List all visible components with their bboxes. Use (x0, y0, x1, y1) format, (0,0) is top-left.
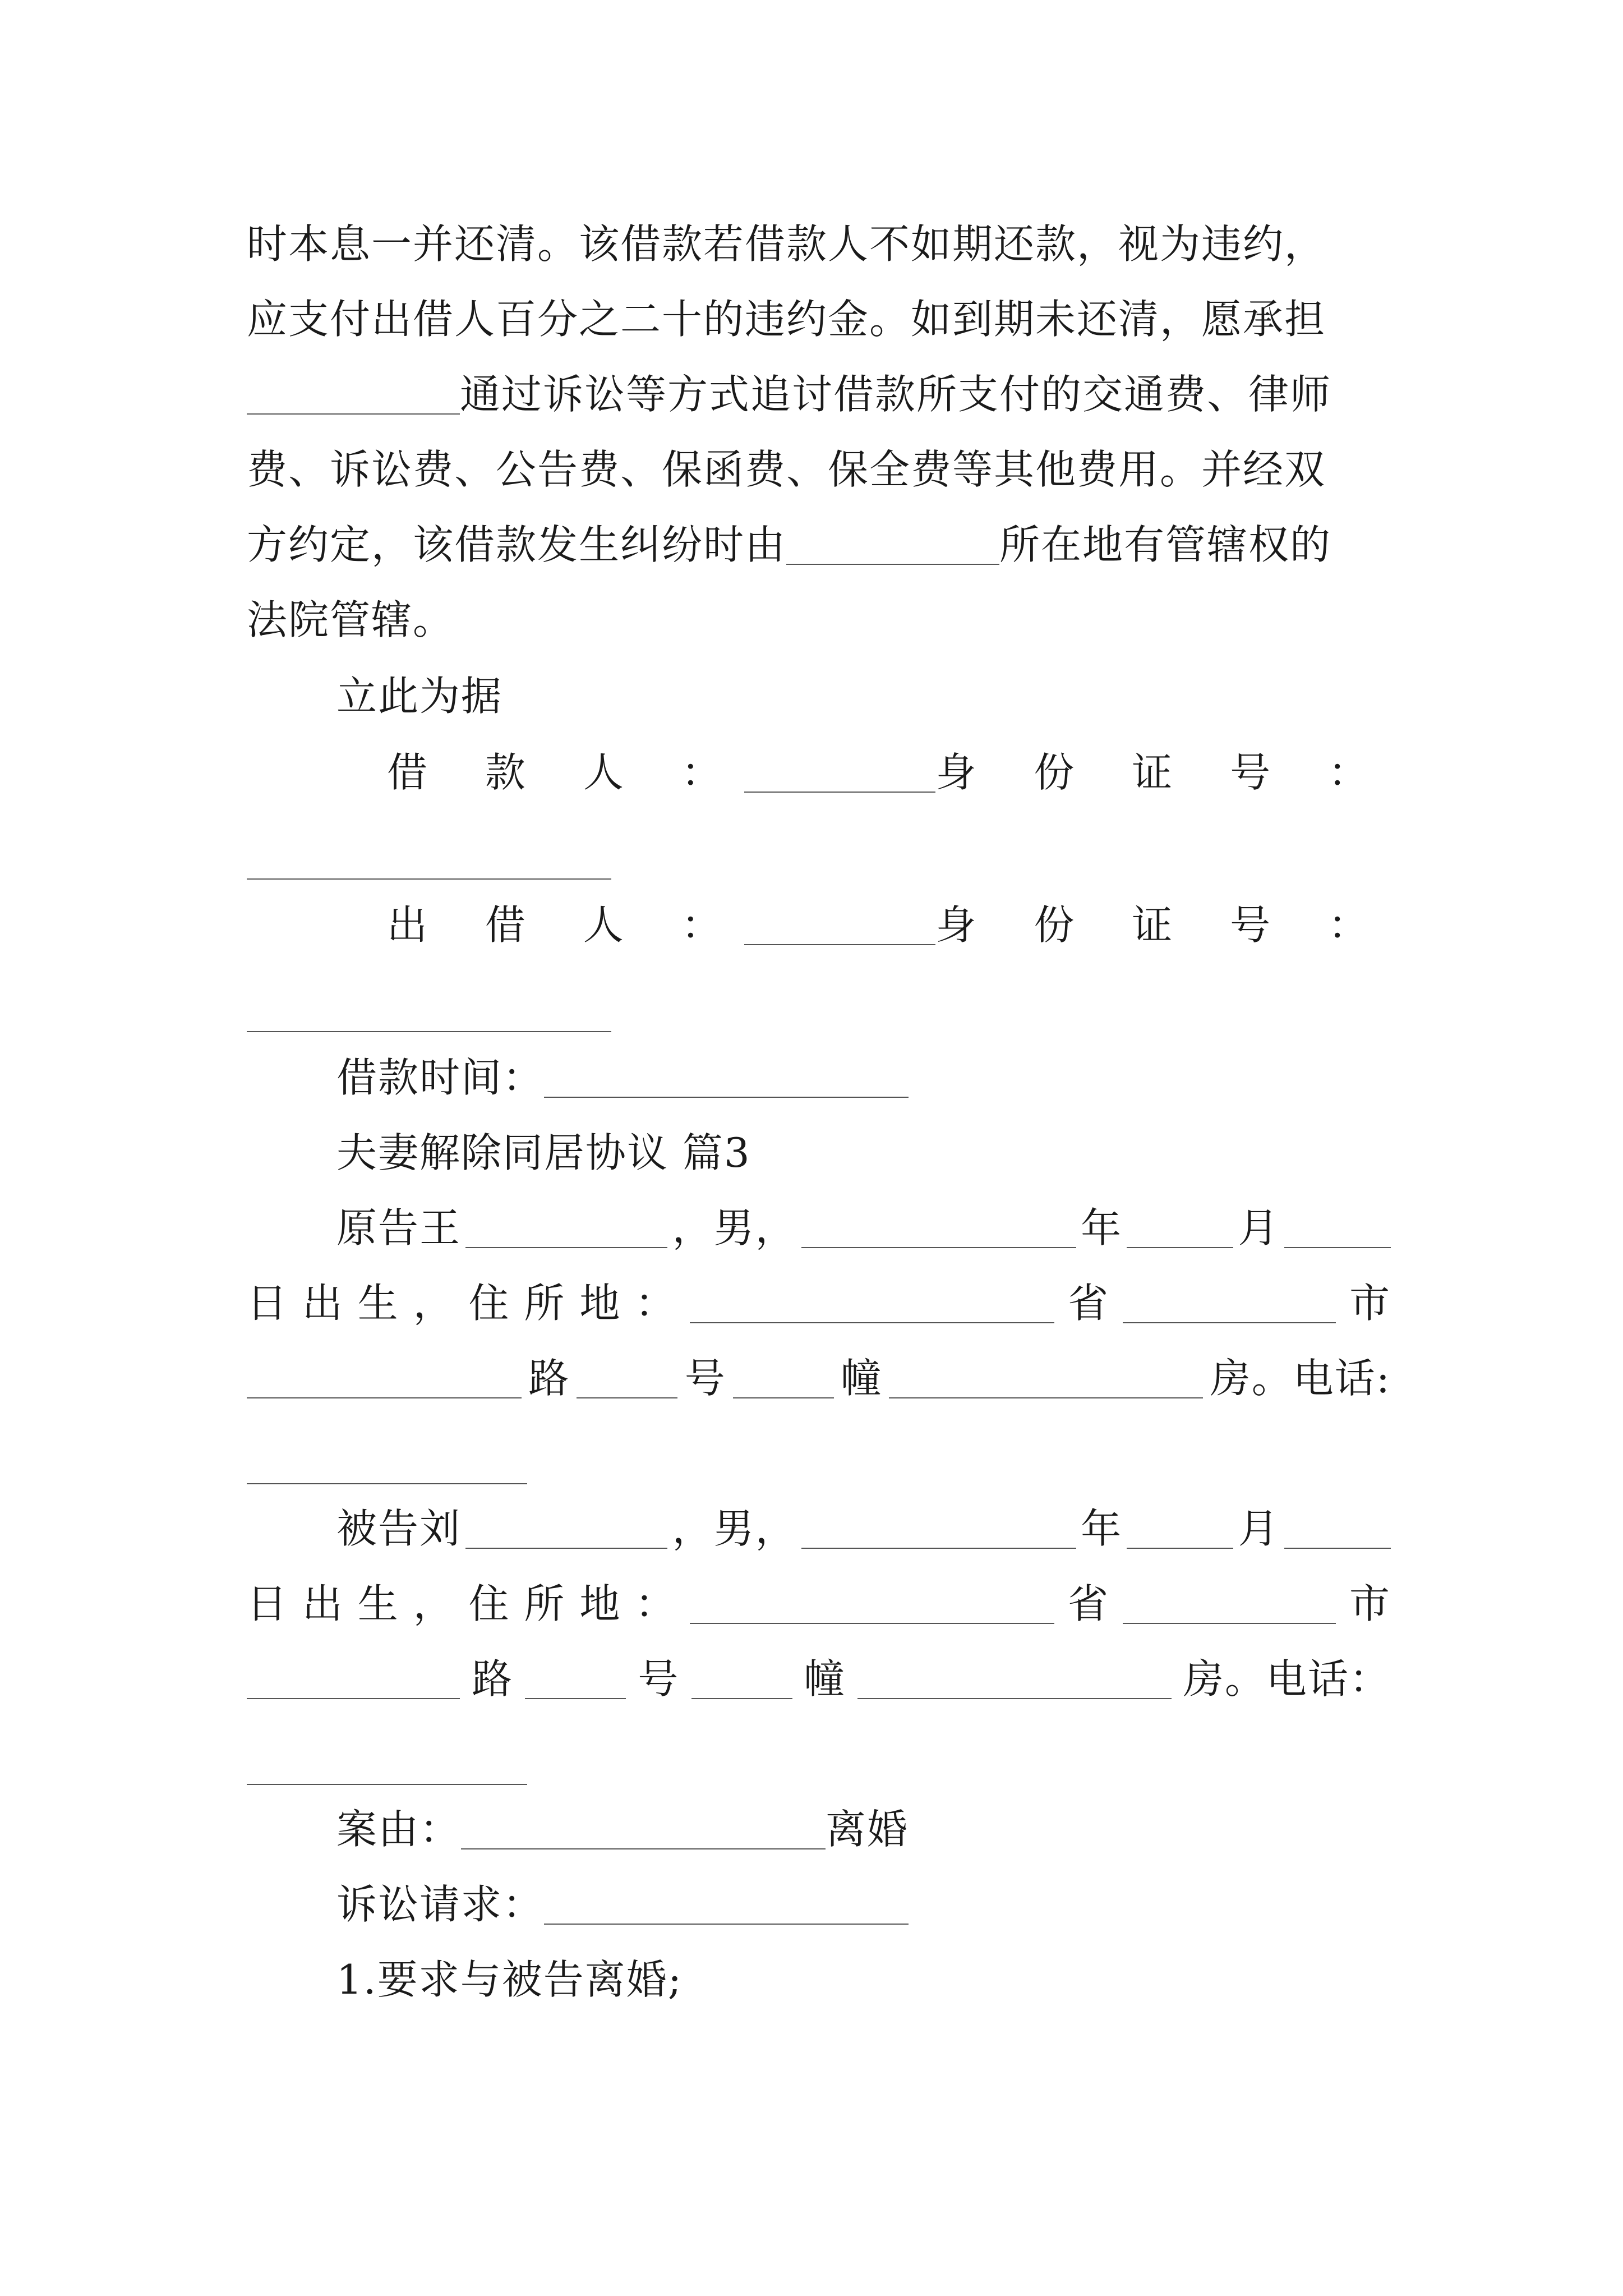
plaintiff-number-blank[interactable] (577, 1358, 677, 1398)
plaintiff-building-blank[interactable] (733, 1358, 834, 1398)
plaintiff-line-3 (247, 1347, 1391, 1409)
fill-blank[interactable] (247, 374, 460, 415)
defendant-month-blank[interactable] (1127, 1508, 1233, 1549)
defendant-line-3 (247, 1648, 1391, 1710)
paragraph-line-4: 费、诉讼费、公告费、保函费、保全费等其他费用。并经双 (247, 446, 1326, 493)
defendant-phone-blank[interactable] (247, 1745, 527, 1785)
defendant-year-blank[interactable] (801, 1508, 1076, 1549)
claims-row (336, 1874, 1391, 1935)
fill-blank[interactable] (786, 524, 999, 565)
lender-label: 出 借 人 ： (387, 901, 744, 949)
defendant-month-label: 月 (1238, 1505, 1280, 1552)
plaintiff-month-blank[interactable] (1127, 1208, 1233, 1248)
plaintiff-phone-row (247, 1423, 1391, 1484)
plaintiff-gender: ，男， (672, 1204, 797, 1251)
defendant-city-blank[interactable] (1123, 1584, 1336, 1624)
plaintiff-year-label: 年 (1081, 1204, 1123, 1251)
defendant-number-blank[interactable] (525, 1659, 626, 1699)
plaintiff-room-blank[interactable] (889, 1358, 1203, 1398)
plaintiff-birth-addr-label: 日 出 生 ， 住 所 地 ： (247, 1280, 677, 1327)
cause-suffix: 离婚 (826, 1806, 909, 1853)
borrower-label: 借 款 人 ： (387, 749, 744, 796)
plaintiff-name-label: 原告王 (336, 1204, 462, 1251)
paragraph-line-5-pre: 方约定，该借款发生纠纷时由 (247, 521, 787, 568)
lender-name-blank[interactable] (744, 905, 936, 945)
borrower-id-blank[interactable] (247, 839, 611, 880)
plaintiff-line-2 (247, 1272, 1391, 1334)
defendant-city-label: 市 (1349, 1580, 1391, 1627)
lender-row (387, 894, 1391, 956)
defendant-year-label: 年 (1081, 1505, 1123, 1552)
defendant-building-label: 幢 (804, 1655, 846, 1703)
lender-id-blank[interactable] (247, 992, 611, 1032)
plaintiff-name-blank[interactable] (465, 1208, 667, 1248)
borrower-name-blank[interactable] (744, 752, 936, 793)
plaintiff-month-label: 月 (1238, 1204, 1280, 1251)
plaintiff-province-blank[interactable] (690, 1283, 1054, 1323)
plaintiff-room-phone-label: 房。电话: (1210, 1355, 1391, 1402)
cause-blank[interactable] (461, 1809, 826, 1849)
plaintiff-city-label: 市 (1349, 1280, 1391, 1327)
plaintiff-year-blank[interactable] (801, 1208, 1076, 1248)
cause-label: 案由： (336, 1806, 462, 1853)
defendant-road-blank[interactable] (247, 1659, 460, 1699)
defendant-province-label: 省 (1068, 1580, 1110, 1627)
claims-blank[interactable] (544, 1884, 909, 1925)
defendant-room-phone-label: 房。电话： (1183, 1655, 1391, 1703)
plaintiff-phone-blank[interactable] (247, 1444, 527, 1484)
plaintiff-number-label: 号 (684, 1355, 726, 1402)
plaintiff-province-label: 省 (1068, 1280, 1110, 1327)
paragraph-line-6: 法院管辖。 (247, 596, 455, 643)
lender-id-row (247, 970, 1391, 1032)
defendant-name-blank[interactable] (465, 1508, 667, 1549)
paragraph-line-3 (247, 364, 1391, 425)
claims-label: 诉讼请求： (336, 1881, 545, 1928)
plaintiff-road-label: 路 (528, 1355, 570, 1402)
attest-line: 立此为据 (336, 673, 503, 720)
defendant-phone-row (247, 1723, 1391, 1785)
cause-row (336, 1798, 1391, 1860)
plaintiff-road-blank[interactable] (247, 1358, 522, 1398)
defendant-province-blank[interactable] (690, 1584, 1054, 1624)
borrower-id-row (247, 818, 1391, 880)
paragraph-line-2: 应支付出借人百分之二十的违约金。如到期未还清，愿承担 (247, 296, 1326, 343)
defendant-day-blank[interactable] (1284, 1508, 1391, 1549)
paragraph-line-5 (247, 514, 1391, 576)
lender-id-label: 身 份 证 号 ： (935, 901, 1391, 949)
defendant-gender: ，男， (672, 1505, 797, 1552)
defendant-road-label: 路 (472, 1655, 514, 1703)
defendant-number-label: 号 (638, 1655, 680, 1703)
borrower-row (387, 742, 1391, 803)
loan-time-label: 借款时间： (336, 1054, 545, 1101)
section-title: 夫妻解除同居协议 篇3 (336, 1129, 751, 1176)
defendant-name-label: 被告刘 (336, 1505, 462, 1552)
paragraph-line-3-text: 通过诉讼等方式追讨借款所支付的交通费、律师 (460, 371, 1332, 418)
plaintiff-line-1 (336, 1197, 1391, 1259)
loan-time-row (336, 1047, 1391, 1108)
plaintiff-building-label: 幢 (841, 1355, 883, 1402)
plaintiff-city-blank[interactable] (1123, 1283, 1336, 1323)
defendant-room-blank[interactable] (857, 1659, 1172, 1699)
loan-time-blank[interactable] (544, 1057, 909, 1098)
claim-item-1: 1.要求与被告离婚; (336, 1956, 683, 2003)
defendant-line-1 (336, 1498, 1391, 1559)
paragraph-line-5-post: 所在地有管辖权的 (999, 521, 1332, 568)
defendant-line-2 (247, 1573, 1391, 1635)
defendant-building-blank[interactable] (691, 1659, 792, 1699)
plaintiff-day-blank[interactable] (1284, 1208, 1391, 1248)
borrower-id-label: 身 份 证 号 ： (935, 749, 1391, 796)
defendant-birth-addr-label: 日 出 生 ， 住 所 地 ： (247, 1580, 677, 1627)
paragraph-line-1: 时本息一并还清。该借款若借款人不如期还款，视为违约， (247, 220, 1326, 268)
